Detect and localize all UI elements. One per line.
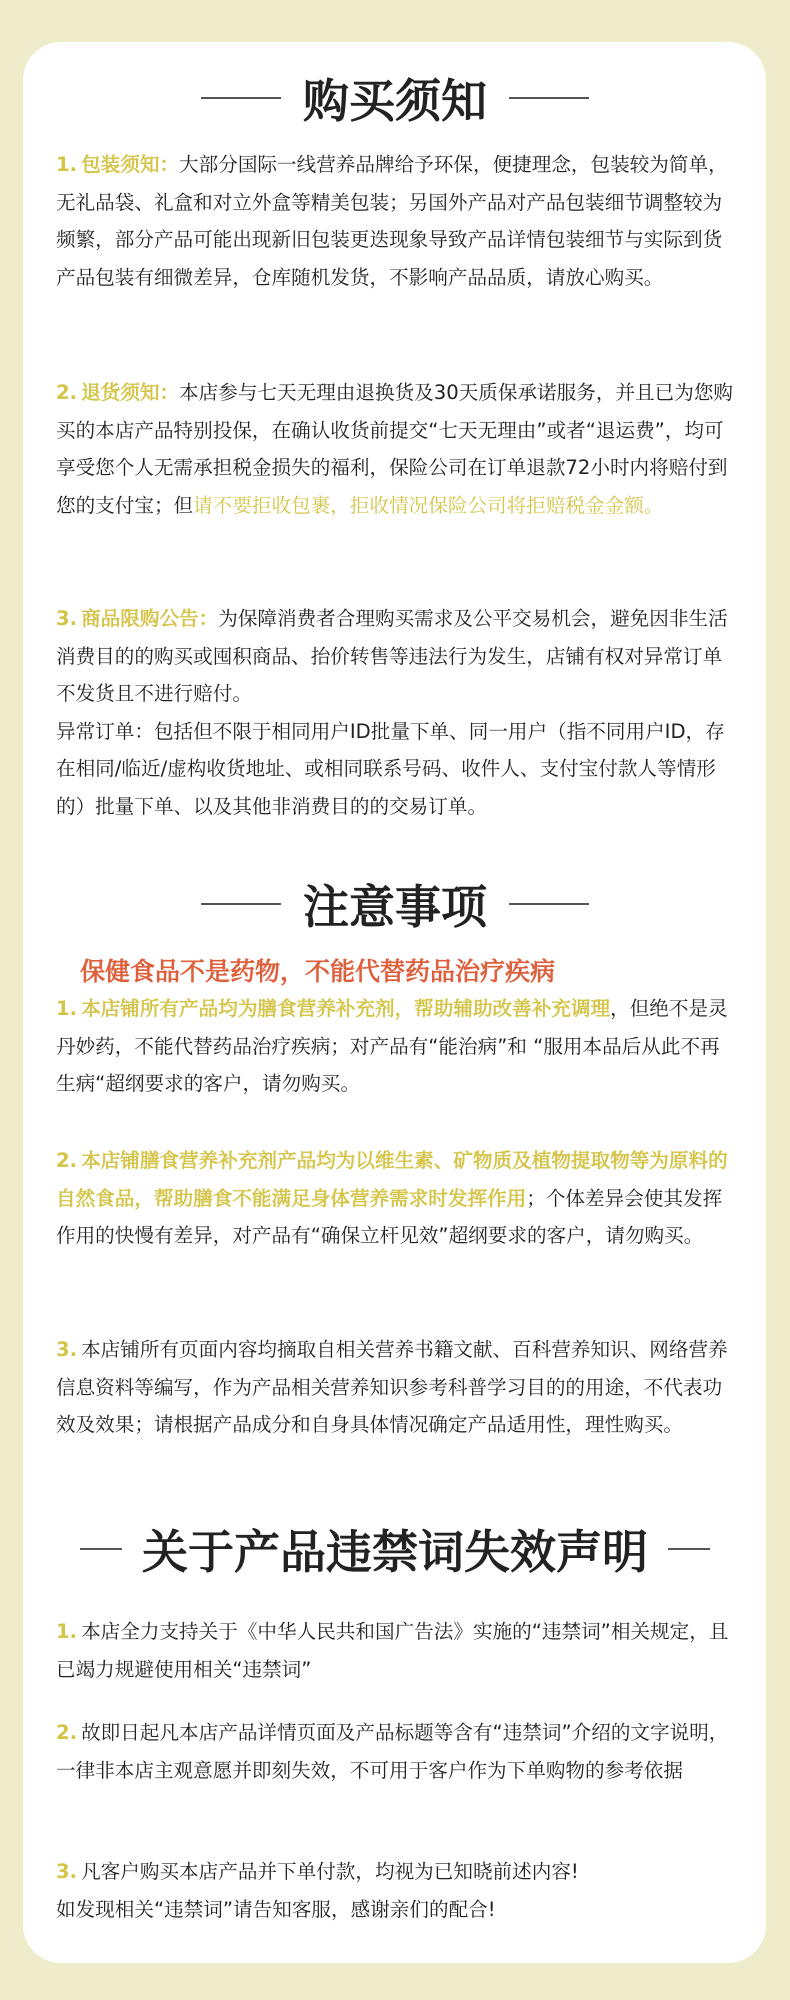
item-number: 2. (56, 1721, 78, 1744)
purchase-item-packaging (56, 146, 736, 296)
item-text: 本店铺所有页面内容均摘取自相关营养书籍文献、百科营养知识、网络营养信息资料等编写，作为产品相关营养知识参考科普学习目的的用途，不代表功效及效果；请根据产品成分和自身具体情况确定产品适用性，理性购买。 (56, 1338, 728, 1436)
heading-rule-left (201, 903, 281, 905)
item-highlight: 请不要拒收包裹，拒收情况保险公司将拒赔税金金额。 (193, 493, 664, 517)
item-text: ；个体差异会使其发挥作用的快慢有差异，对产品有“确保立杆见效”超纲要求的客户，请勿购买。 (56, 1186, 723, 1247)
item-label: 包装须知： (81, 153, 180, 176)
item-number: 1. (56, 153, 78, 176)
item-number: 1. (56, 997, 78, 1020)
heading-rule-right (668, 1548, 710, 1550)
section-title: 关于产品违禁词失效声明 (142, 1525, 648, 1579)
item-text: 故即日起凡本店产品详情页面及产品标题等含有“违禁词”介绍的文字说明，一律非本店主观意愿并即刻失效，不可用于客户作为下单购物的参考依据 (56, 1721, 729, 1782)
item-label: 商品限购公告： (81, 607, 219, 630)
item-number: 1. (56, 1620, 78, 1643)
heading-rule-left (80, 1548, 122, 1550)
item-text: ，但绝不是灵丹妙药，不能代替药品治疗疾病；对产品有“能治病”和 “服用本品后从此不再生病“超纲要求的客户，请勿购买。 (56, 997, 728, 1095)
prohibited-item-2 (56, 1714, 736, 1789)
prohibited-item-1 (56, 1613, 736, 1688)
item-extra-text: 异常订单：包括但不限于相同用户ID批量下单、同一用户（指不同用户ID，存在相同/临近/虚构收货地址、或相同联系号码、收件人、支付宝付款人等情形的）批量下单、以及其他非消费目的的交易订单。 (56, 719, 725, 818)
heading-rule-left (201, 97, 281, 99)
prohibited-item-3 (56, 1853, 736, 1928)
heading-rule-right (509, 97, 589, 99)
notes-item-2 (56, 1142, 736, 1255)
item-text: 凡客户购买本店产品并下单付款，均视为已知晓前述内容! (81, 1860, 579, 1883)
section-title: 购买须知 (303, 74, 487, 128)
item-number: 3. (56, 1860, 78, 1883)
item-number: 2. (56, 381, 78, 404)
warning-title: 保健食品不是药物，不能代替药品治疗疾病 (80, 957, 556, 986)
item-label: 退货须知： (81, 381, 180, 404)
item-number: 2. (56, 1149, 78, 1172)
item-number: 3. (56, 607, 78, 630)
item-text: 为保障消费者合理购买需求及公平交易机会，避免因非生活消费目的的购买或囤积商品、抬价转售等违法行为发生，店铺有权对异常订单不发货且不进行赔付。 (56, 607, 728, 705)
item-text: 本店参与七天无理由退换货及30天质保承诺服务，并且已为您购买的本店产品特别投保，在确认收货前提交“七天无理由”或者“退运费”，均可享受您个人无需承担税金损失的福利，保险公司在订单退款72小时内将赔付到您的支付宝；但 (56, 381, 734, 517)
section-heading-purchase-notice (0, 62, 790, 134)
item-highlight: 本店铺膳食营养补充剂产品均为以维生素、矿物质及植物提取物等为原料的自然食品，帮助膳食不能满足身体营养需求时发挥作用 (56, 1149, 728, 1210)
item-number: 3. (56, 1338, 78, 1361)
item-extra-text: 如发现相关“违禁词”请告知客服，感谢亲们的配合! (56, 1897, 496, 1921)
section-title: 注意事项 (303, 880, 487, 934)
notes-item-1 (56, 990, 736, 1103)
section-heading-prohibited-words (0, 1513, 790, 1585)
notes-item-3 (56, 1331, 736, 1444)
purchase-item-purchase-limit (56, 600, 736, 825)
item-text: 大部分国际一线营养品牌给予环保，便捷理念，包装较为简单，无礼品袋、礼盒和对立外盒等精美包装；另国外产品对产品包装细节调整较为频繁，部分产品可能出现新旧包装更迭现象导致产品详情包装细节与实际到货产品包装有细微差异，仓库随机发货，不影响产品品质，请放心购买。 (56, 153, 728, 289)
item-highlight: 本店铺所有产品均为膳食营养补充剂，帮助辅助改善补充调理 (81, 997, 611, 1020)
item-text: 本店全力支持关于《中华人民共和国广告法》实施的“违禁词”相关规定，且已竭力规避使用相关“违禁词” (56, 1620, 729, 1681)
heading-rule-right (509, 903, 589, 905)
purchase-item-returns (56, 374, 736, 524)
section-heading-notes (0, 868, 790, 940)
